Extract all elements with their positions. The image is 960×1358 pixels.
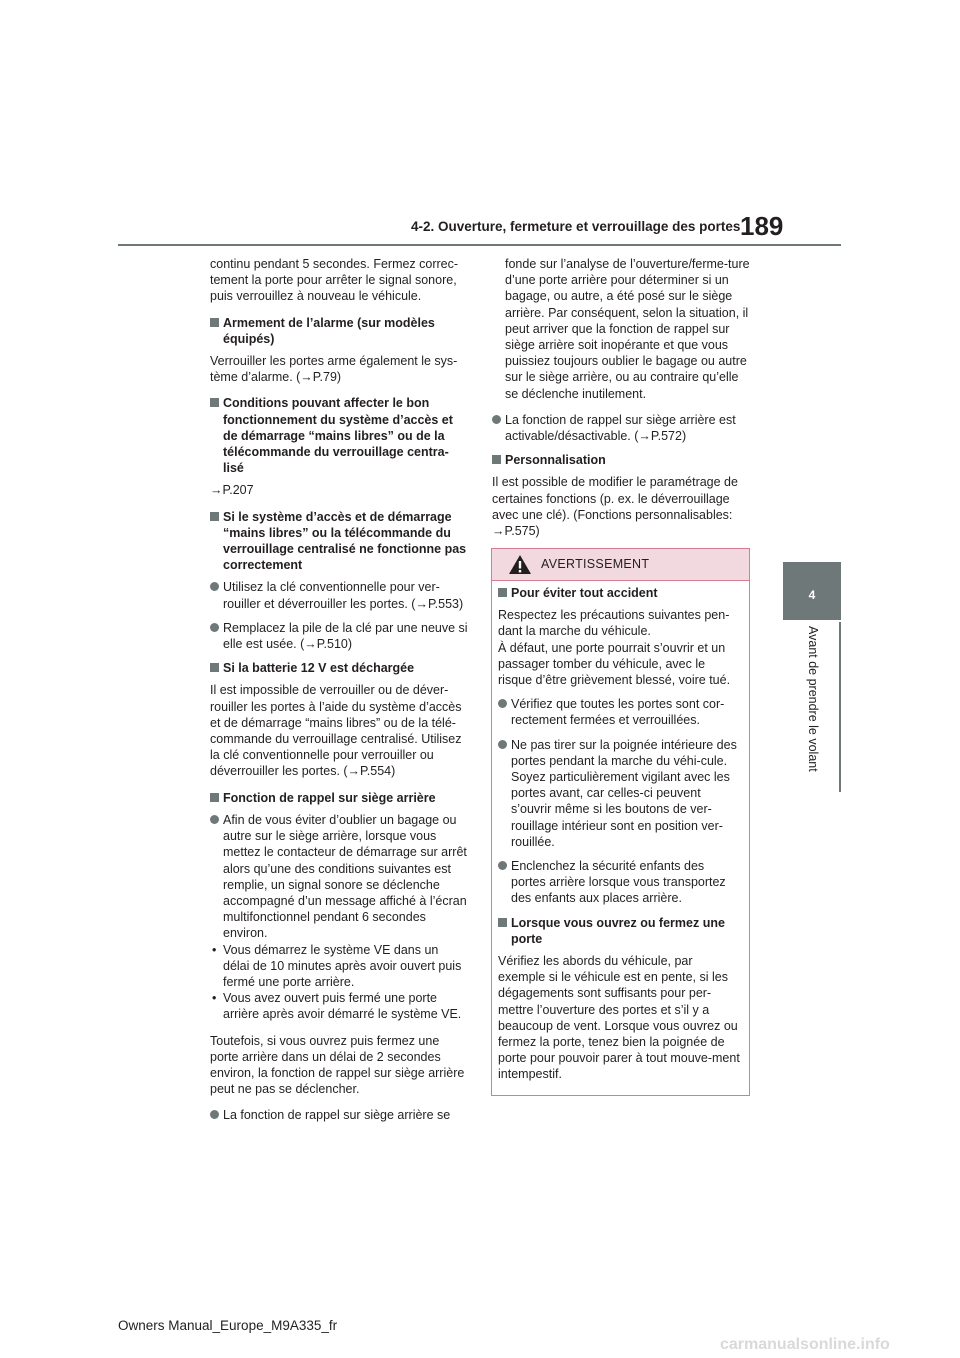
- section-heading: [210, 790, 468, 806]
- paragraph: Verrouiller les portes arme également le sys-tème d’alarme. (→P.79): [210, 354, 458, 385]
- paragraph: Respectez les précautions suivantes pen-dant la marche du véhicule.: [498, 608, 730, 639]
- heading-text: Fonction de rappel sur siège arrière: [223, 790, 436, 805]
- square-bullet-icon: [492, 455, 501, 464]
- paragraph: Vérifiez les abords du véhicule, par exemple si le véhicule est en pente, si les dégagements sont suffisants pour per-mettre l’ouverture des portes et s’il y a beaucoup de vent. Lorsque vous ouvrez ou fermez la porte, tenez bien la poignée de porte pour pouvoir parer à tout mouve-ment intempestif.: [498, 954, 740, 1082]
- bullet-item: [498, 858, 742, 907]
- paragraph: À défaut, une porte pourrait s’ouvrir et un passager tomber du véhicule, avec le risque d’être grièvement blessé, voire tué.: [498, 640, 731, 688]
- section-heading: [210, 509, 468, 574]
- round-bullet-icon: [498, 740, 507, 749]
- bullet-item: [210, 812, 468, 942]
- bullet-text: Vérifiez que toutes les portes sont cor-rectement fermées et verrouillées.: [511, 697, 725, 728]
- round-bullet-icon: [498, 861, 507, 870]
- bullet-text: La fonction de rappel sur siège arrière se: [223, 1108, 451, 1123]
- footer-text: Owners Manual_Europe_M9A335_fr: [118, 1318, 338, 1333]
- chapter-number: 4: [808, 588, 816, 602]
- round-bullet-icon: [210, 623, 219, 632]
- bullet-item: [492, 412, 754, 444]
- round-bullet-icon: [498, 699, 507, 708]
- warning-heading: [498, 585, 742, 601]
- section-title: 4-2. Ouverture, fermeture et verrouillage des portes: [411, 219, 741, 234]
- bullet-text: Ne pas tirer sur la poignée intérieure des portes pendant la marche du véhi-cule.: [511, 737, 737, 768]
- bullet-text: Utilisez la clé conventionnelle pour ver-rouiller et déverrouiller les portes. (→P.553): [223, 580, 464, 611]
- heading-text: Lorsque vous ouvrez ou fermez une porte: [511, 915, 725, 946]
- sub-item: • Vous avez ouvert puis fermé une porte arrière après avoir démarré le système VE.: [212, 991, 462, 1022]
- round-bullet-icon: [210, 1110, 219, 1119]
- square-bullet-icon: [210, 318, 219, 327]
- left-column: [210, 256, 468, 1132]
- bullet-item: [210, 1107, 468, 1123]
- bullet-text: Afin de vous éviter d’oublier un bagage ou autre sur le siège arrière, lorsque vous mettez le contacteur de démarrage sur arrêt alors qu’une des conditions suivantes est remplie, un signal sonore se déclenche accompagné d’un message affiché à l’écran multifonctionnel pendant 6 secondes environ.: [223, 812, 467, 941]
- warning-box: [491, 548, 750, 1096]
- heading-text: Personnalisation: [505, 453, 606, 468]
- section-heading: [210, 315, 468, 347]
- chapter-tab: [783, 562, 841, 620]
- square-bullet-icon: [210, 663, 219, 672]
- chapter-label: Avant de prendre le volant: [806, 626, 820, 772]
- warning-title: AVERTISSEMENT: [541, 557, 650, 571]
- square-bullet-icon: [210, 793, 219, 802]
- square-bullet-icon: [498, 918, 507, 927]
- heading-text: Conditions pouvant affecter le bon fonctionnement du système d’accès et de démarrage “mains libres” ou de la télécommande du verrouillage centra-lisé: [223, 396, 453, 476]
- bullet-text: La fonction de rappel sur siège arrière est activable/désactivable. (→P.572): [505, 412, 736, 444]
- paragraph: Il est possible de modifier le paramétrage de certaines fonctions (p. ex. le déverrouillage avec une clé). (Fonctions personnalisables: →P.575): [492, 475, 738, 539]
- sub-item-text: Vous démarrez le système VE dans un délai de 10 minutes après avoir ouvert puis fermé une porte arrière.: [223, 942, 462, 989]
- intro-text: continu pendant 5 secondes. Fermez correc-tement la porte pour arrêter le signal sonore, puis verrouillez à nouveau le véhicule.: [210, 257, 459, 304]
- heading-text: Pour éviter tout accident: [511, 586, 658, 600]
- heading-text: Si le système d’accès et de démarrage “mains libres” ou la télécommande du verrouillage centralisé ne fonctionne pas correctement: [223, 509, 467, 573]
- square-bullet-icon: [210, 512, 219, 521]
- header-rule: [118, 244, 841, 246]
- heading-text: Si la batterie 12 V est déchargée: [223, 661, 415, 676]
- bullet-item: [498, 737, 742, 850]
- section-heading: [210, 395, 468, 476]
- bullet-text: Remplacez la pile de la clé par une neuve si elle est usée. (→P.510): [223, 620, 468, 652]
- round-bullet-icon: [210, 582, 219, 591]
- continued-text: fonde sur l’analyse de l’ouverture/ferme-ture d’une porte arrière pour déterminer si un bagage, ou autre, a été posé sur le siège arrière. Par conséquent, selon la situation, il peut arriver que la fonction de rappel sur siège arrière soit inopérante et que vous puissiez toujours oublier le bagage ou autre sur le siège arrière, ou au contraire qu’elle se déclenche inutilement.: [505, 257, 750, 401]
- heading-text: Armement de l’alarme (sur modèles équipés): [223, 315, 435, 346]
- section-heading: [492, 452, 754, 468]
- warning-triangle-icon: [508, 554, 532, 575]
- right-column: [492, 256, 754, 549]
- paragraph: Toutefois, si vous ouvrez puis fermez une porte arrière dans un délai de 2 secondes environ, la fonction de rappel sur siège arrière peut ne pas se déclencher.: [210, 1033, 465, 1097]
- sub-item: • Vous démarrez le système VE dans un délai de 10 minutes après avoir ouvert puis fermé une porte arrière.: [212, 942, 462, 989]
- bullet-text: Enclenchez la sécurité enfants des portes arrière lorsque vous transportez des enfants aux places arrière.: [511, 859, 726, 906]
- bullet-item: [210, 579, 468, 611]
- watermark: carmanualsonline.info: [720, 1336, 890, 1353]
- paragraph: →P.207: [210, 483, 254, 498]
- paragraph: Il est impossible de verrouiller ou de déver-rouiller les portes à l’aide du système d’accès et de démarrage “mains libres” ou de la télé-commande du verrouillage centralisé. Utilisez la clé conventionnelle pour verrouiller ou déverrouiller les portes. (→P.554): [210, 683, 462, 779]
- square-bullet-icon: [210, 398, 219, 407]
- round-bullet-icon: [210, 815, 219, 824]
- round-bullet-icon: [492, 415, 501, 424]
- warning-header: [492, 549, 749, 581]
- bullet-text: Soyez particulièrement vigilant avec les portes avant, car celles-ci peuvent s’ouvrir même si les boutons de ver-rouillage intérieur sont en position ver-rouillée.: [511, 770, 730, 849]
- page-number: 189: [740, 211, 784, 241]
- square-bullet-icon: [498, 588, 507, 597]
- section-heading: [210, 660, 468, 676]
- bullet-item: [498, 696, 742, 728]
- warning-heading: [498, 915, 742, 947]
- warning-body: [498, 585, 742, 1093]
- bullet-item: [210, 620, 468, 652]
- sub-item-text: Vous avez ouvert puis fermé une porte arrière après avoir démarré le système VE.: [223, 991, 462, 1022]
